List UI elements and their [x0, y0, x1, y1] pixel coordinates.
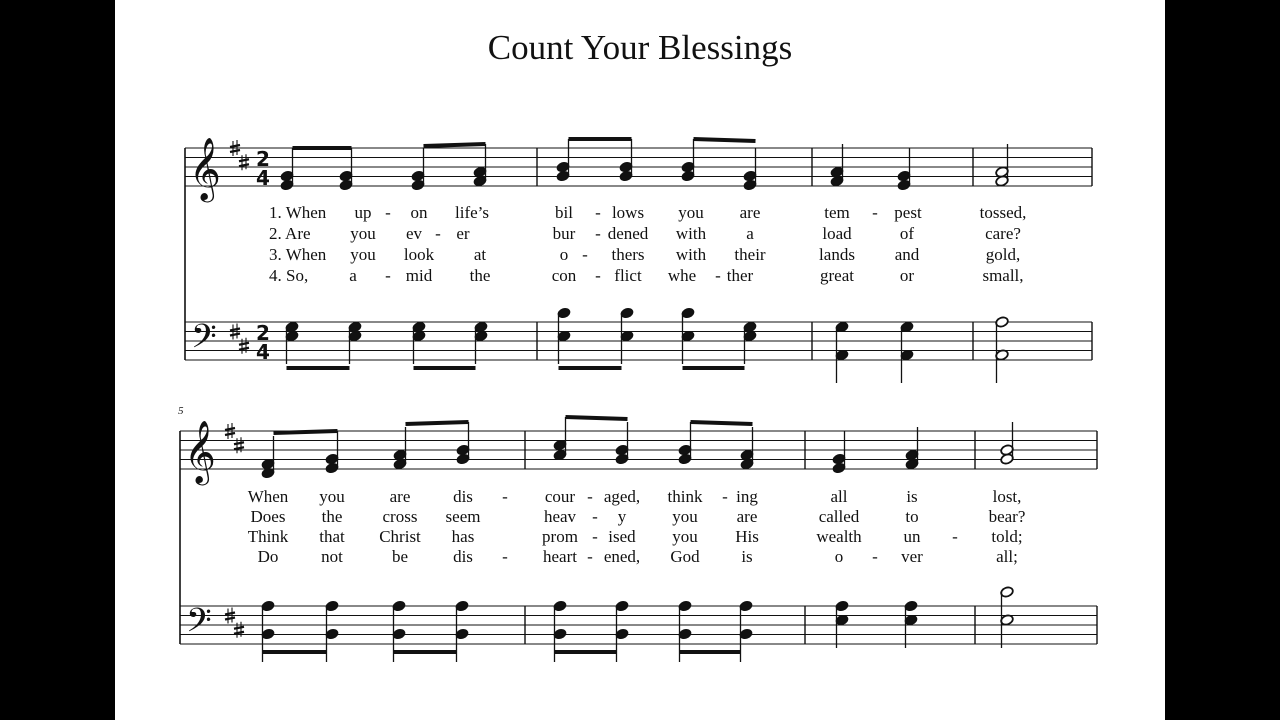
- beam: [406, 422, 469, 424]
- lyric-syllable: a: [349, 266, 357, 285]
- sharp-sign: [239, 348, 249, 350]
- lyric-syllable: up: [354, 203, 372, 222]
- lyric-syllable: called: [818, 507, 860, 526]
- lyric-syllable: -: [587, 487, 593, 506]
- time-signature-top: 2: [256, 147, 270, 171]
- lyric-syllable: are: [736, 507, 758, 526]
- lyric-syllable: the: [321, 507, 343, 526]
- sharp-sign: [230, 334, 240, 336]
- lyric-syllable: their: [734, 245, 766, 264]
- lyric-syllable: all;: [996, 547, 1018, 566]
- lyric-syllable: aged,: [603, 487, 641, 506]
- beam: [566, 417, 628, 419]
- lyric-syllable: gold,: [985, 245, 1021, 264]
- sharp-sign: [230, 329, 240, 331]
- lyric-syllable: -: [592, 527, 598, 546]
- lyric-syllable: bur: [552, 224, 576, 243]
- lyric-syllable: tossed,: [979, 203, 1027, 222]
- lyric-syllable: ther: [726, 266, 754, 285]
- lyric-syllable: heart: [543, 547, 577, 566]
- lyric-syllable: and: [894, 245, 920, 264]
- lyric-syllable: God: [670, 547, 700, 566]
- sharp-sign: [234, 442, 244, 444]
- lyric-syllable: -: [722, 487, 728, 506]
- lyric-syllable: -: [952, 527, 958, 546]
- lyric-syllable: look: [403, 245, 435, 264]
- lyric-syllable: un: [903, 527, 921, 546]
- lyric-syllable: lost,: [992, 487, 1022, 506]
- sharp-sign: [234, 447, 244, 449]
- lyric-syllable: -: [595, 203, 601, 222]
- lyric-syllable: small,: [982, 266, 1024, 285]
- lyric-syllable: think: [667, 487, 703, 506]
- sheet-music-page: [115, 0, 1165, 720]
- lyric-syllable: lands: [819, 245, 855, 264]
- sharp-sign: [239, 164, 249, 166]
- lyric-syllable: tem: [824, 203, 850, 222]
- lyric-syllable: bil: [555, 203, 573, 222]
- lyric-syllable: you: [350, 245, 376, 264]
- lyric-syllable: ev: [405, 224, 423, 243]
- lyric-syllable: -: [587, 547, 593, 566]
- sharp-sign: [225, 428, 235, 430]
- lyric-syllable: wealth: [816, 527, 862, 546]
- lyric-syllable: to: [905, 507, 919, 526]
- lyric-syllable: or: [899, 266, 915, 285]
- lyric-syllable: -: [595, 266, 601, 285]
- lyric-syllable: of: [899, 224, 915, 243]
- lyric-syllable: prom: [542, 527, 578, 546]
- beam: [424, 144, 486, 146]
- lyric-syllable: y: [617, 507, 627, 526]
- lyric-syllable: that: [319, 527, 345, 546]
- lyric-syllable: lows: [611, 203, 645, 222]
- lyric-syllable: has: [451, 527, 475, 546]
- lyric-syllable: er: [456, 224, 470, 243]
- lyric-syllable: -: [592, 507, 598, 526]
- lyric-syllable: -: [502, 547, 508, 566]
- lyric-syllable: whe: [667, 266, 697, 285]
- lyric-syllable: mid: [405, 266, 433, 285]
- time-signature-bottom: 4: [256, 166, 270, 190]
- lyric-syllable: con: [551, 266, 577, 285]
- sharp-sign: [239, 159, 249, 161]
- bass-clef-icon: 𝄢: [186, 602, 212, 648]
- lyric-syllable: with: [675, 224, 707, 243]
- lyric-syllable: -: [872, 203, 878, 222]
- bass-clef-icon: 𝄢: [191, 318, 217, 364]
- sharp-sign: [225, 613, 235, 615]
- lyric-syllable: -: [435, 224, 441, 243]
- lyric-syllable: dis: [453, 547, 473, 566]
- lyric-syllable: When: [247, 487, 289, 506]
- lyric-syllable: told;: [991, 527, 1023, 546]
- lyric-syllable: thers: [611, 245, 645, 264]
- lyric-syllable: flict: [614, 266, 642, 285]
- lyric-syllable: ing: [736, 487, 758, 506]
- lyric-syllable: not: [321, 547, 343, 566]
- sharp-sign: [230, 150, 240, 152]
- lyric-syllable: you: [672, 527, 698, 546]
- song-title: Count Your Blessings: [487, 28, 793, 67]
- lyric-syllable: -: [595, 224, 601, 243]
- lyric-syllable: is: [906, 487, 918, 506]
- lyric-syllable: life’s: [455, 203, 489, 222]
- beam: [274, 431, 338, 433]
- treble-clef-icon: 𝄞: [184, 420, 216, 483]
- score: [115, 0, 1165, 720]
- lyric-syllable: -: [502, 487, 508, 506]
- lyric-syllable: ened,: [603, 547, 641, 566]
- lyric-syllable: you: [350, 224, 376, 243]
- time-signature-bottom: 4: [256, 340, 270, 364]
- lyric-syllable: the: [469, 266, 491, 285]
- sharp-sign: [225, 618, 235, 620]
- lyric-syllable: ver: [901, 547, 923, 566]
- lyric-syllable: -: [385, 203, 391, 222]
- sharp-sign: [239, 343, 249, 345]
- lyric-syllable: on: [410, 203, 428, 222]
- lyric-syllable: dis: [453, 487, 473, 506]
- lyric-syllable: load: [822, 224, 852, 243]
- lyric-syllable: are: [739, 203, 761, 222]
- lyric-syllable: be: [391, 547, 409, 566]
- sharp-sign: [230, 145, 240, 147]
- lyric-syllable: are: [389, 487, 411, 506]
- lyric-syllable: o: [559, 245, 569, 264]
- lyric-syllable: cross: [382, 507, 418, 526]
- lyric-syllable: you: [319, 487, 345, 506]
- lyric-syllable: care?: [985, 224, 1021, 243]
- lyric-syllable: you: [678, 203, 704, 222]
- time-signature-top: 2: [256, 321, 270, 345]
- lyric-syllable: 3. When: [269, 245, 327, 264]
- sharp-sign: [225, 433, 235, 435]
- lyric-syllable: bear?: [988, 507, 1026, 526]
- lyric-syllable: dened: [607, 224, 649, 243]
- lyric-syllable: -: [582, 245, 588, 264]
- beam: [694, 139, 756, 141]
- lyric-syllable: pest: [894, 203, 922, 222]
- lyric-syllable: Does: [250, 507, 286, 526]
- lyric-syllable: ised: [608, 527, 636, 546]
- sharp-sign: [234, 627, 244, 629]
- lyric-syllable: with: [675, 245, 707, 264]
- lyric-syllable: is: [741, 547, 753, 566]
- lyric-syllable: His: [735, 527, 759, 546]
- lyric-syllable: heav: [543, 507, 577, 526]
- lyric-syllable: 1. When: [269, 203, 327, 222]
- lyric-syllable: seem: [445, 507, 481, 526]
- lyric-syllable: -: [385, 266, 391, 285]
- lyric-syllable: -: [872, 547, 878, 566]
- lyric-syllable: Christ: [379, 527, 421, 546]
- lyric-syllable: a: [746, 224, 754, 243]
- lyric-syllable: o: [834, 547, 844, 566]
- lyric-syllable: 4. So,: [269, 266, 309, 285]
- sharp-sign: [234, 632, 244, 634]
- measure-number: 5: [178, 405, 184, 417]
- lyric-syllable: all: [830, 487, 848, 506]
- lyric-syllable: Do: [257, 547, 279, 566]
- lyric-syllable: Think: [247, 527, 289, 546]
- lyric-syllable: cour: [544, 487, 576, 506]
- lyric-syllable: -: [715, 266, 721, 285]
- treble-clef-icon: 𝄞: [189, 137, 221, 200]
- beam: [691, 422, 753, 424]
- lyric-syllable: you: [672, 507, 698, 526]
- lyric-syllable: 2. Are: [269, 224, 311, 243]
- lyric-syllable: great: [820, 266, 854, 285]
- lyric-syllable: at: [473, 245, 487, 264]
